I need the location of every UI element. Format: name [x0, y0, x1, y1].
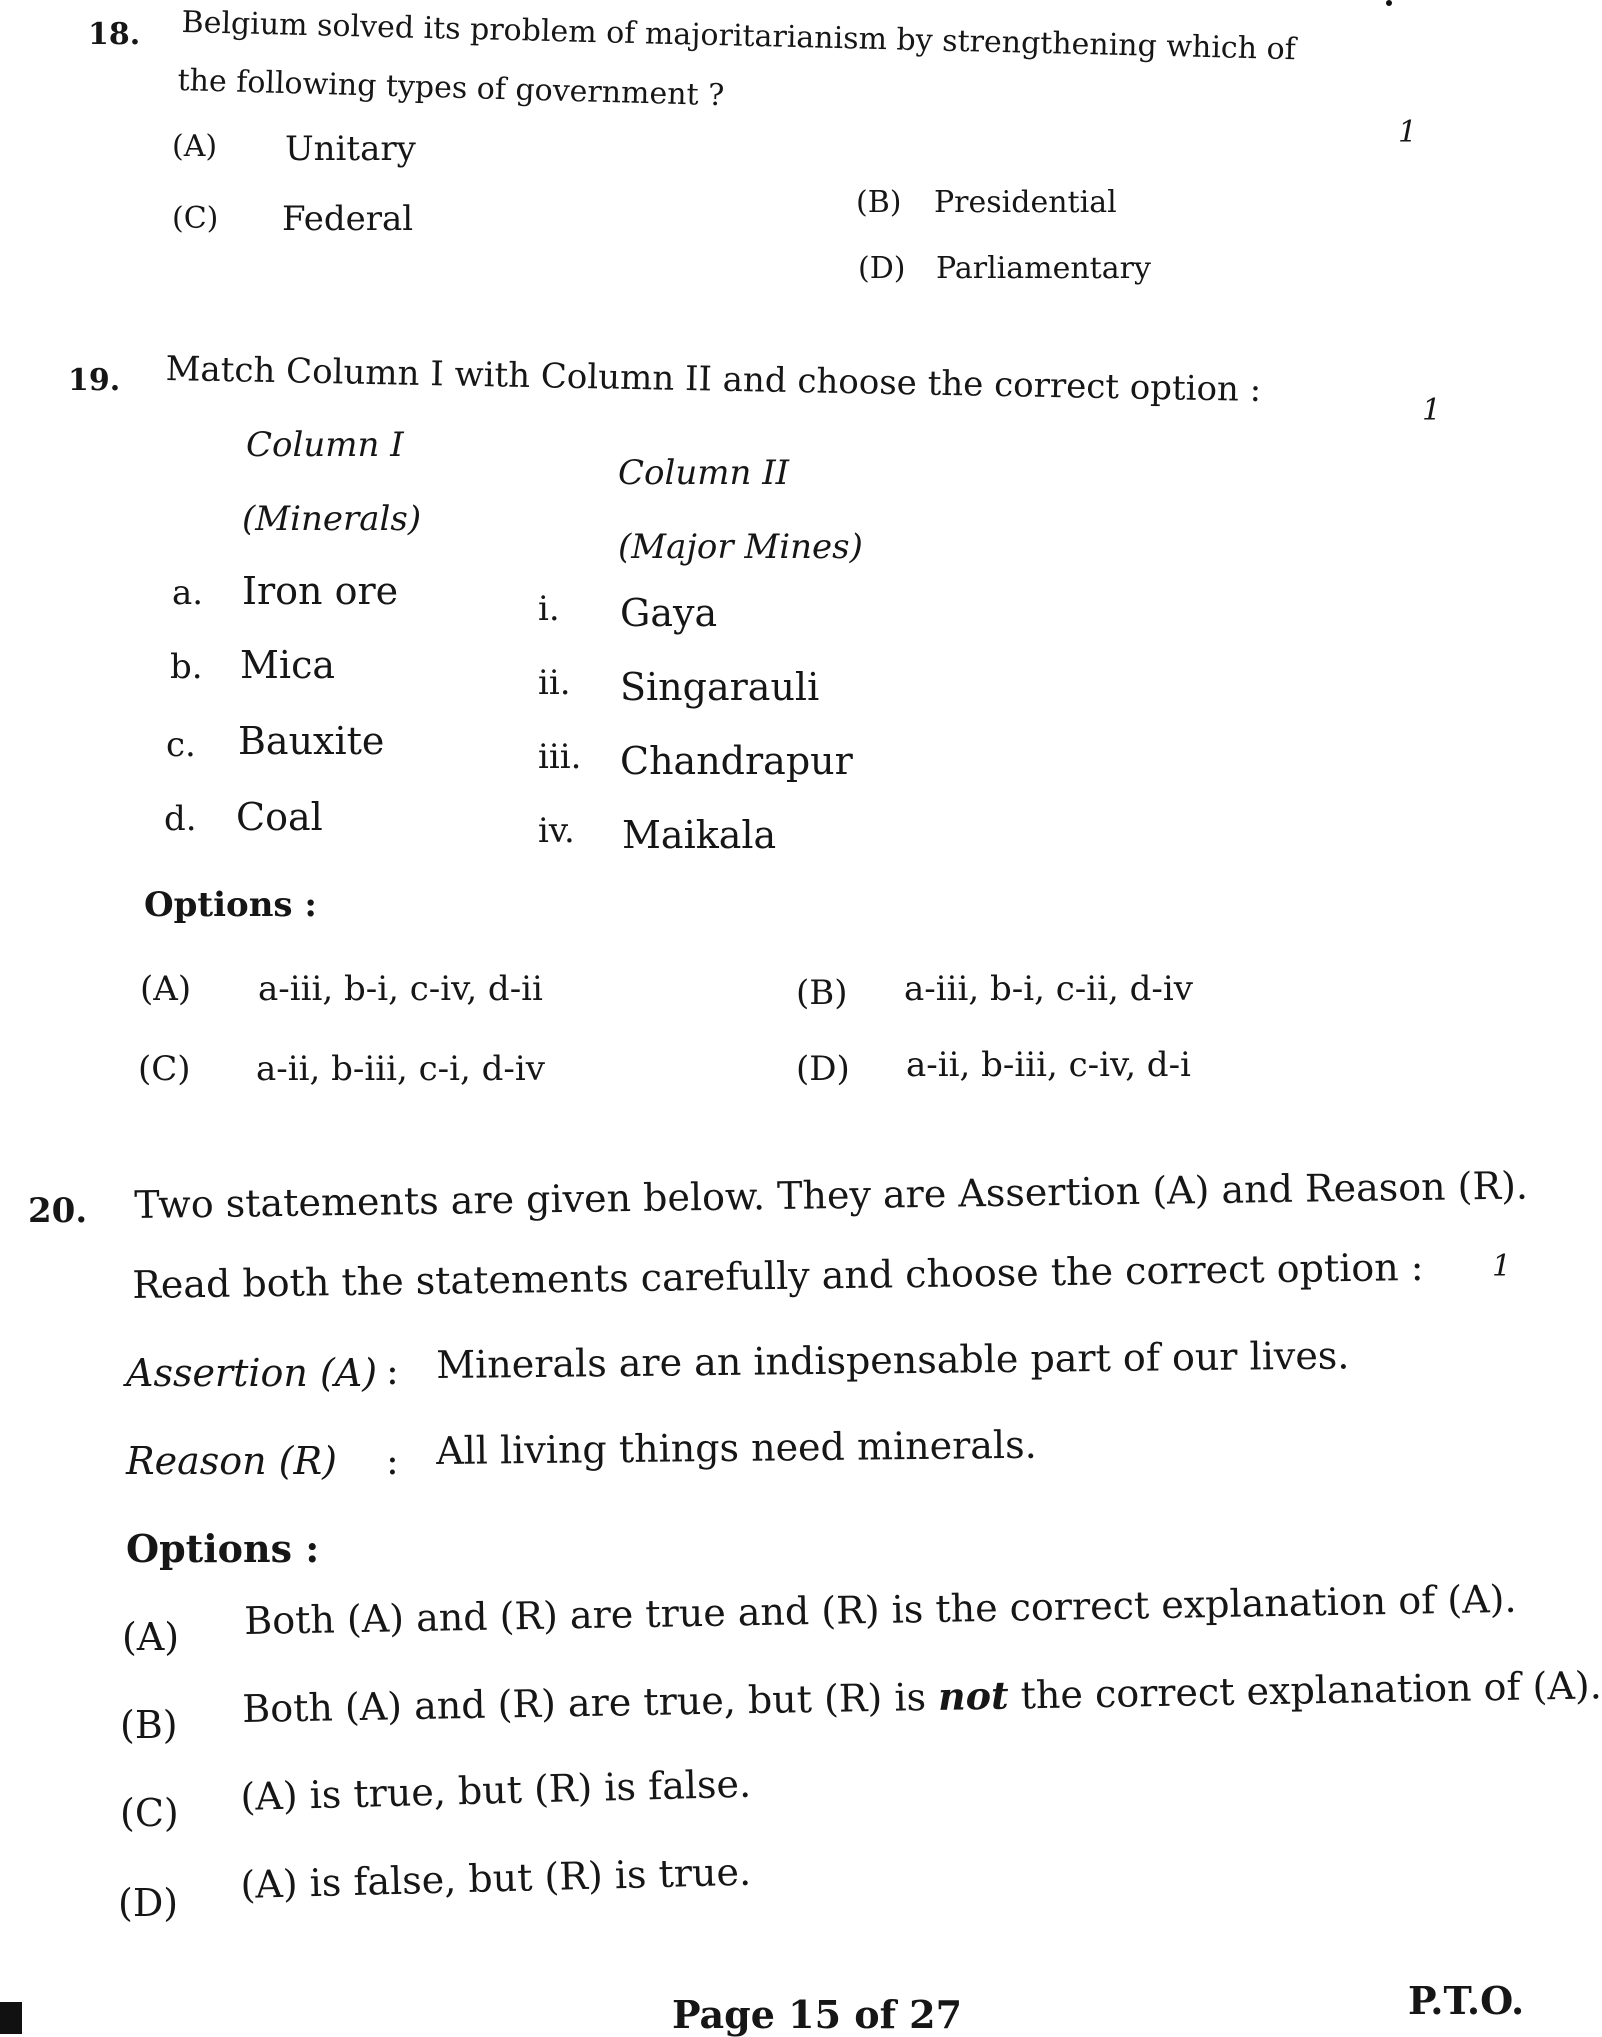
reason-text: All living things need minerals. [435, 1422, 1037, 1473]
q19-col1-item-b-text: Mica [240, 643, 335, 687]
q19-col1-item-c-label: c. [166, 725, 196, 765]
q20-text-line1: Two statements are given below. They are Assertion (A) and Reason (R). [133, 1163, 1529, 1227]
q20-option-a-label: (A) [122, 1615, 180, 1659]
q19-col1-title: Column I [246, 425, 404, 465]
q20-option-a-text: Both (A) and (R) are true and (R) is the correct explanation of (A). [243, 1576, 1517, 1643]
q19-col1-item-d-label: d. [164, 799, 197, 839]
q20-number: 20. [28, 1191, 88, 1231]
q19-col1-item-a-text: Iron ore [242, 569, 399, 613]
q18-marks: 1 [1398, 115, 1418, 150]
pto-label: P.T.O. [1408, 1978, 1525, 2023]
q19-option-d-text: a-ii, b-iii, c-iv, d-i [906, 1045, 1191, 1085]
q19-options-heading: Options : [144, 885, 317, 925]
assertion-label: Assertion (A) [126, 1351, 378, 1395]
q20-option-d-label: (D) [118, 1881, 179, 1925]
q19-col1-sub: (Minerals) [242, 499, 422, 539]
q19-col2-sub: (Major Mines) [618, 527, 863, 567]
q18-option-d-label: (D) [858, 251, 906, 286]
q18-text-line1: Belgium solved its problem of majoritarianism by strengthening which of [181, 5, 1297, 68]
q19-text: Match Column I with Column II and choose the correct option : [165, 349, 1262, 411]
q20-option-c-text: (A) is true, but (R) is false. [239, 1761, 752, 1819]
q19-col1-item-c-text: Bauxite [238, 719, 385, 763]
page-number: Page 15 of 27 [672, 1992, 963, 2037]
scan-mark [0, 2002, 22, 2034]
q19-option-a-text: a-iii, b-i, c-iv, d-ii [258, 969, 543, 1009]
q19-col1-item-b-label: b. [170, 647, 203, 687]
q18-number: 18. [88, 17, 141, 52]
q19-col1-item-d-text: Coal [236, 795, 323, 839]
q19-option-a-label: (A) [140, 969, 192, 1009]
q19-col2-item-iii-text: Chandrapur [620, 739, 853, 783]
q19-option-c-text: a-ii, b-iii, c-i, d-iv [256, 1049, 545, 1089]
q18-option-a-text: Unitary [285, 129, 416, 169]
q19-col2-item-iii-label: iii. [538, 737, 582, 777]
q18-text-line2: the following types of government ? [177, 63, 725, 114]
q19-col2-item-i-label: i. [538, 589, 560, 629]
q20-option-c-label: (C) [120, 1791, 179, 1835]
q20-option-d-text: (A) is false, but (R) is true. [239, 1849, 752, 1907]
q18-option-c-label: (C) [172, 201, 219, 236]
q19-option-c-label: (C) [138, 1049, 191, 1089]
q19-option-d-label: (D) [796, 1049, 850, 1089]
assertion-separator: : [386, 1349, 399, 1393]
q19-col2-item-iv-label: iv. [538, 811, 575, 851]
q18-option-b-label: (B) [856, 185, 902, 220]
reason-separator: : [386, 1439, 399, 1483]
reason-label: Reason (R) [126, 1439, 337, 1483]
q18-option-c-text: Federal [282, 199, 414, 239]
q19-col2-title: Column II [618, 453, 790, 493]
q20-option-b-text [241, 1663, 1602, 1731]
q20-options-heading: Options : [126, 1526, 320, 1571]
q18-option-d-text: Parliamentary [936, 251, 1151, 286]
scan-speck [1386, 0, 1392, 6]
q19-col2-item-ii-label: ii. [538, 663, 571, 703]
q18-option-b-text: Presidential [934, 185, 1117, 220]
q20-marks: 1 [1492, 1249, 1512, 1284]
q18-option-a-label: (A) [172, 129, 218, 164]
assertion-text: Minerals are an indispensable part of our lives. [435, 1333, 1350, 1387]
q19-col2-item-i-text: Gaya [620, 591, 718, 635]
q19-option-b-text: a-iii, b-i, c-ii, d-iv [904, 969, 1193, 1009]
q20-option-b-label: (B) [120, 1703, 178, 1747]
q19-col1-item-a-label: a. [172, 573, 204, 613]
q19-option-b-label: (B) [796, 973, 848, 1013]
q20-text-line2: Read both the statements carefully and choose the correct option : [131, 1244, 1424, 1307]
q19-marks: 1 [1422, 393, 1442, 428]
q20-option-b-text-pre: Both (A) and (R) are true, but (R) is [241, 1674, 939, 1731]
q19-col2-item-iv-text: Maikala [622, 813, 777, 857]
q19-col2-item-ii-text: Singarauli [620, 665, 820, 709]
q20-option-b-emphasis: not [937, 1672, 1009, 1719]
q20-option-b-text-post: the correct explanation of (A). [1008, 1663, 1602, 1718]
q19-number: 19. [68, 363, 121, 398]
